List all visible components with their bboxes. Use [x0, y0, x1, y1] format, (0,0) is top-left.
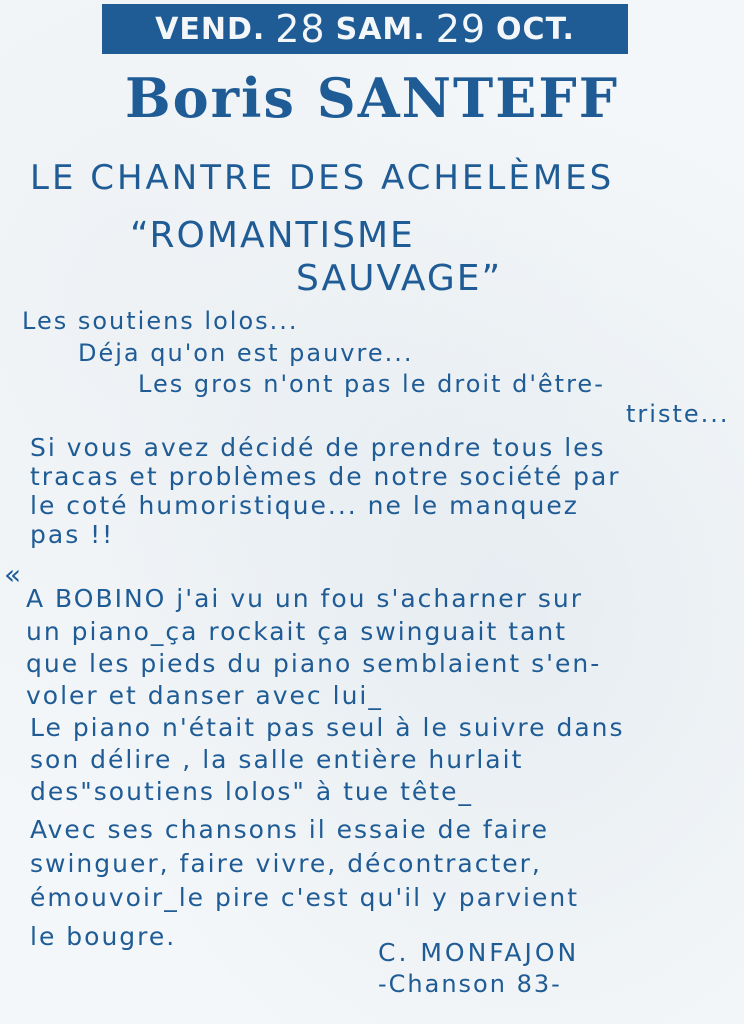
quote-line: A BOBINO j'ai vu un fou s'acharner sur — [26, 584, 583, 613]
lyric-line: Déja qu'on est pauvre... — [78, 339, 414, 367]
quote-line: le bougre. — [30, 922, 177, 951]
quote-line: des"soutiens lolos" à tue tête_ — [30, 777, 473, 806]
date-number2: 29 — [435, 7, 487, 51]
pitch-line: Si vous avez décidé de prendre tous les — [30, 433, 606, 462]
date-banner — [102, 4, 628, 54]
quote-line: émouvoir_le pire c'est qu'il y parvient — [30, 883, 580, 912]
quote-line: voler et danser avec lui_ — [26, 681, 383, 710]
lyric-line: Les soutiens lolos... — [22, 307, 299, 335]
pitch-line: le coté humoristique... ne le manquez — [30, 491, 579, 520]
quote-line: Avec ses chansons il essaie de faire — [30, 815, 550, 844]
quote-line: un piano_ça rockait ça swinguait tant — [26, 617, 568, 646]
quote-open-mark: « — [4, 558, 24, 591]
date-day1: VEND. — [155, 11, 266, 47]
quote-line: Le piano n'était pas seul à le suivre dans — [30, 713, 625, 742]
date-day2: SAM. — [335, 11, 426, 47]
artist-name: Boris SANTEFF — [124, 66, 620, 130]
date-month: OCT. — [496, 11, 575, 47]
show-title-line2: SAUVAGE” — [296, 258, 503, 299]
lyric-line: triste... — [626, 400, 730, 428]
quote-line: que les pieds du piano semblaient s'en- — [26, 649, 602, 678]
date-number1: 28 — [275, 7, 326, 51]
quote-line: swinguer, faire vivre, décontracter, — [30, 849, 542, 878]
pitch-line: tracas et problèmes de notre société par — [30, 462, 621, 491]
quote-line: son délire , la salle entière hurlait — [30, 745, 524, 774]
artist-subtitle: LE CHANTRE DES ACHELÈMES — [30, 158, 615, 198]
pitch-line: pas !! — [30, 520, 115, 549]
show-title-line1: “ROMANTISME — [130, 215, 415, 256]
lyric-line: Les gros n'ont pas le droit d'être- — [138, 370, 605, 398]
signature-name: C. MONFAJON — [378, 938, 580, 967]
signature-source: -Chanson 83- — [378, 970, 562, 998]
